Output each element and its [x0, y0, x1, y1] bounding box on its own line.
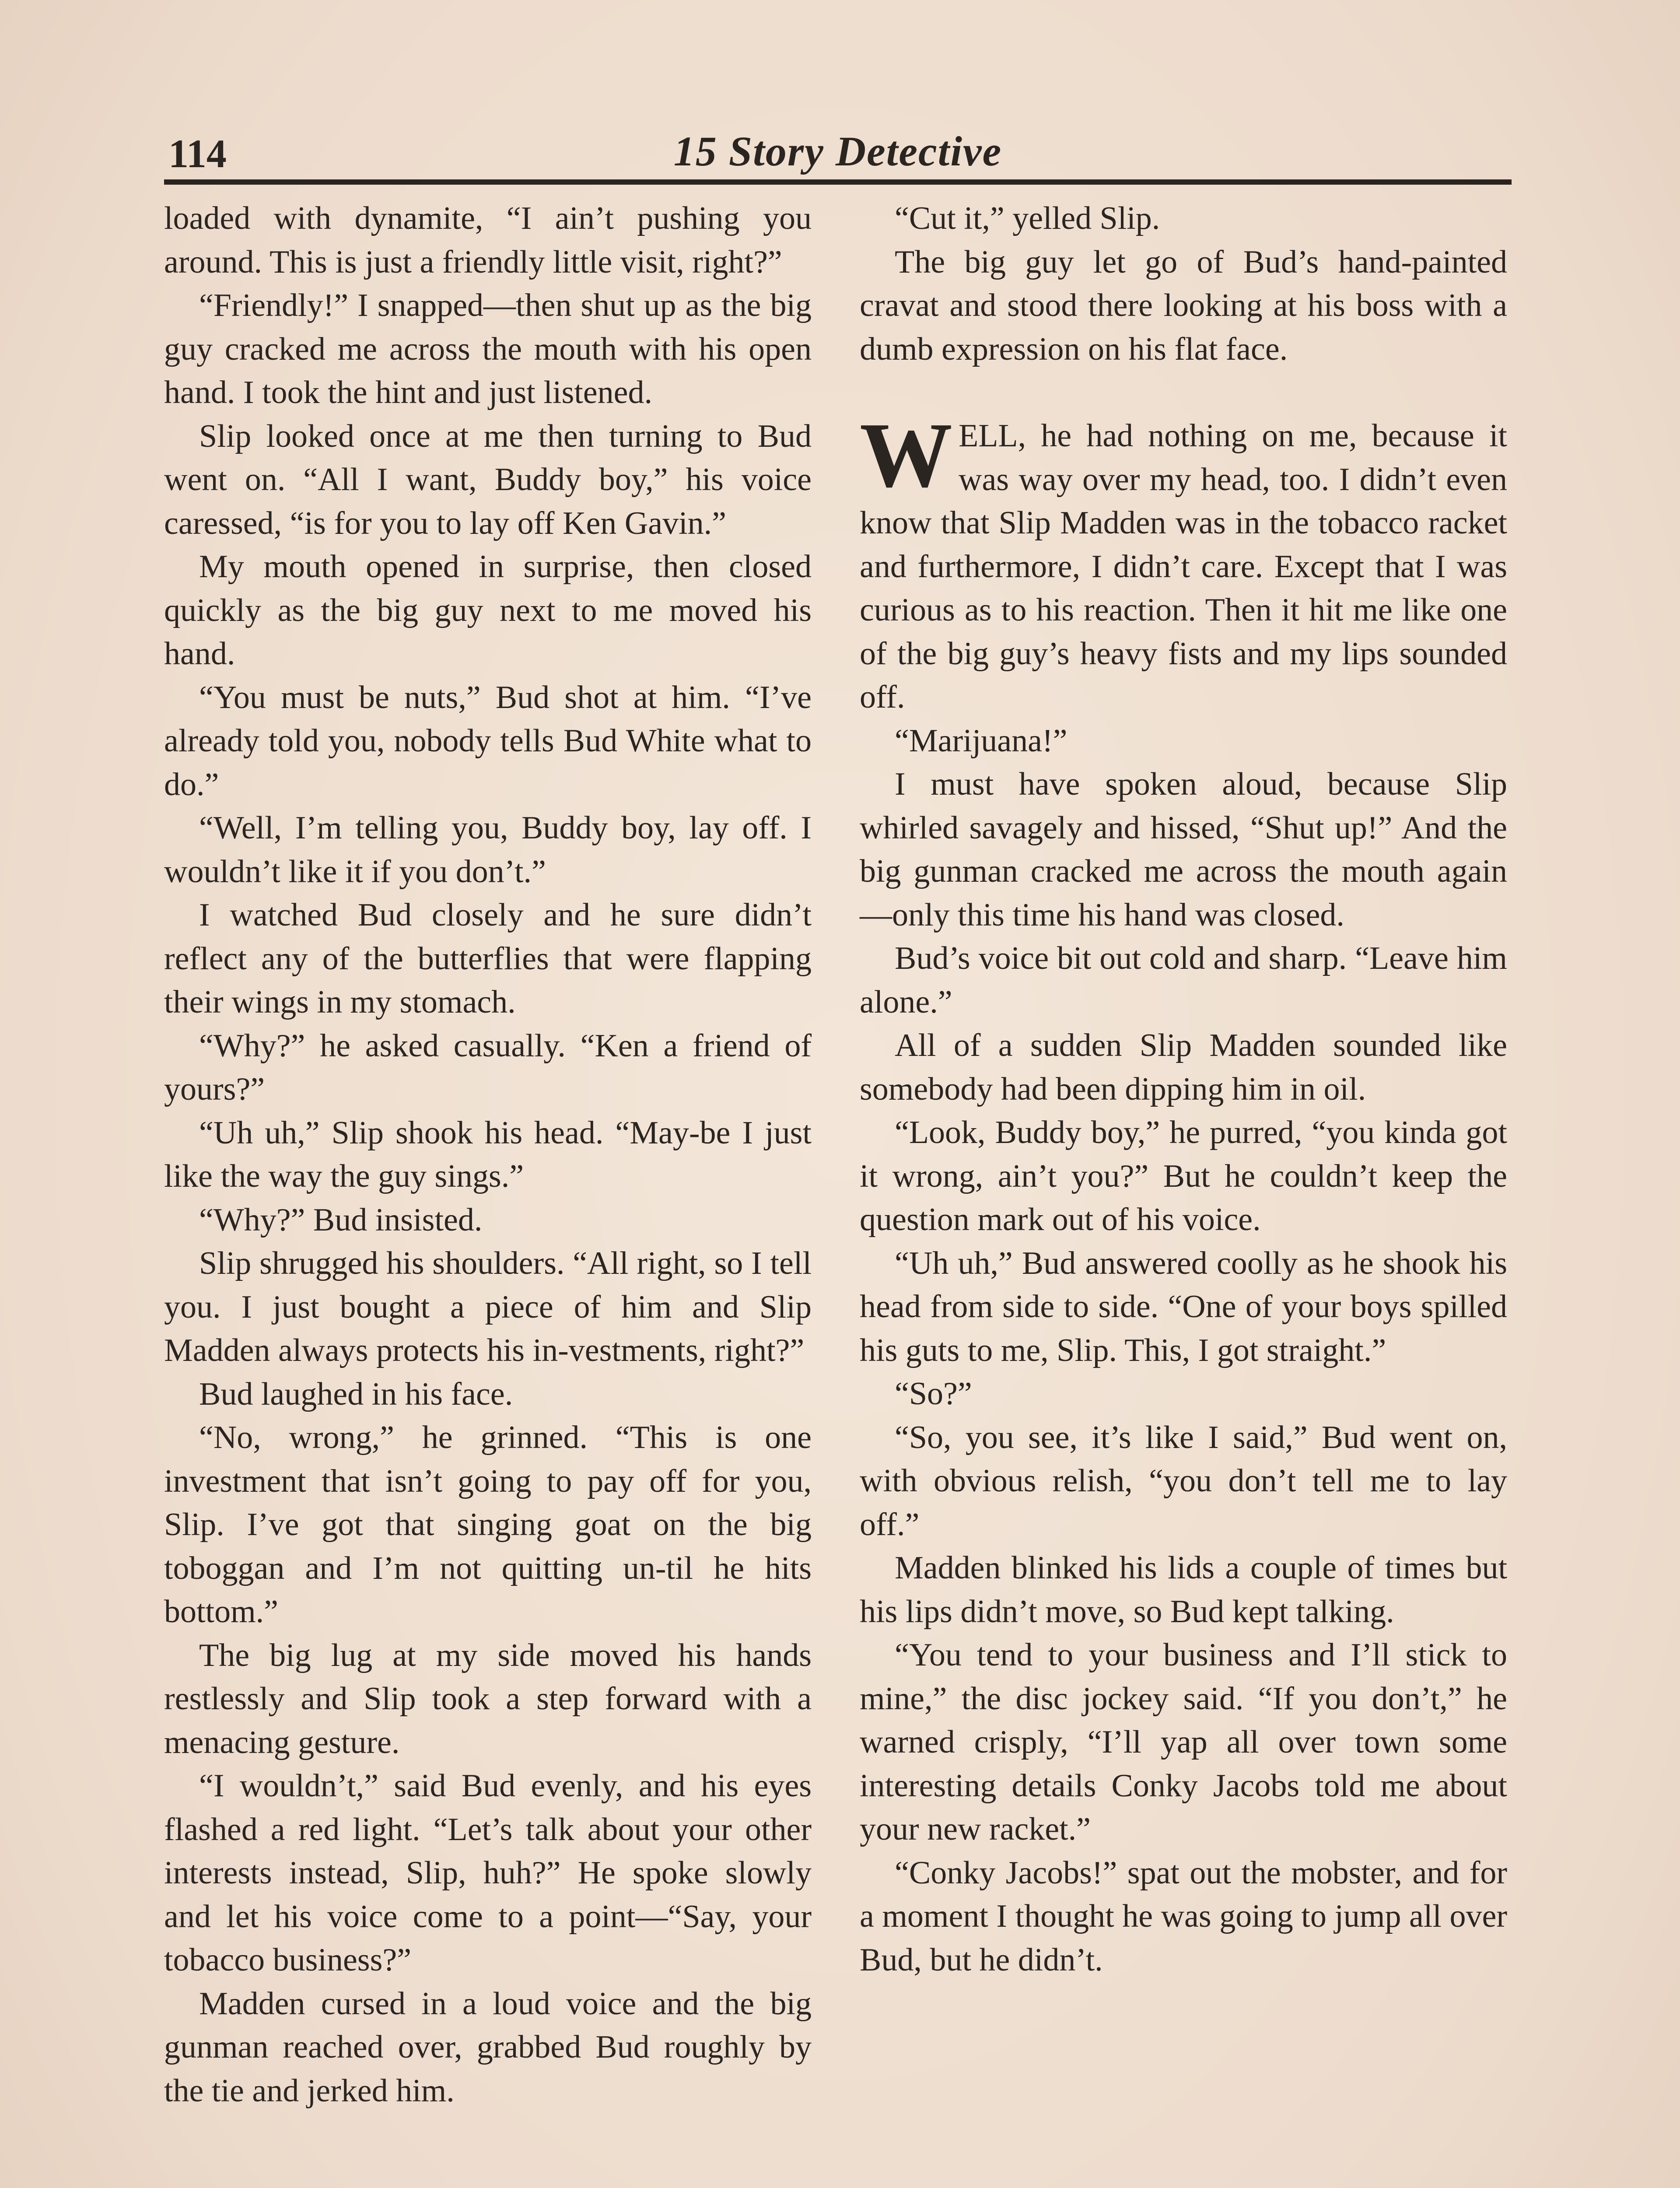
paragraph: All of a sudden Slip Madden sounded like somebody had been dipping him in oil. — [860, 1027, 1507, 1107]
paragraph: “You must be nuts,” Bud shot at him. “I’ve already told you, nobody tells Bud White what to do.” — [164, 679, 812, 803]
paragraph: “Marijuana!” — [895, 722, 1068, 759]
page-header — [164, 127, 1512, 185]
paragraph: “Uh uh,” Bud answered coolly as he shook his head from side to side. “One of your boys spilled his guts to me, Slip. This, I got straight.” — [860, 1245, 1507, 1368]
paragraph: “Cut it,” yelled Slip. — [895, 200, 1160, 236]
paragraph: “Friendly!” I snapped—then shut up as the big guy cracked me across the mouth with his open hand. I took the hint and just listened. — [164, 288, 812, 410]
drop-cap: W — [860, 403, 952, 506]
left-column — [164, 197, 812, 2113]
paragraph: My mouth opened in surprise, then closed quickly as the big guy next to me moved his hand. — [164, 549, 812, 672]
paragraph: The big lug at my side moved his hands restlessly and Slip took a step forward with a menacing gesture. — [164, 1637, 812, 1760]
paragraph: “Conky Jacobs!” spat out the mobster, and for a moment I thought he was going to jump all over Bud, but he didn’t. — [860, 1855, 1507, 1978]
paragraph: “So, you see, it’s like I said,” Bud went on, with obvious relish, “you don’t tell me to lay off.” — [860, 1419, 1507, 1543]
page-number: 114 — [168, 131, 227, 176]
paragraph: I watched Bud closely and he sure didn’t reflect any of the butterflies that were flapping their wings in my stomach. — [164, 897, 812, 1020]
paragraph: “I wouldn’t,” said Bud evenly, and his eyes flashed a red light. “Let’s talk about your other interests instead, Slip, huh?” He spoke slowly and let his voice come to a point—“Say, your tobacco business?” — [164, 1768, 812, 1978]
paragraph: “Why?” he asked casually. “Ken a friend of yours?” — [164, 1027, 812, 1107]
paragraph: The big guy let go of Bud’s hand-painted cravat and stood there looking at his boss with a dumb expression on his flat face. — [860, 244, 1507, 367]
paragraph: “You tend to your business and I’ll stick to mine,” the disc jockey said. “If you don’t,” he warned crisply, “I’ll yap all over town some interesting details Conky Jacobs told me about your new racket.” — [860, 1637, 1507, 1847]
paragraph: “Look, Buddy boy,” he purred, “you kinda got it wrong, ain’t you?” But he couldn’t keep the question mark out of his voice. — [860, 1115, 1507, 1238]
paragraph: “No, wrong,” he grinned. “This is one investment that isn’t going to pay off for you, Slip. I’ve got that singing goat on the big toboggan and I’m not quitting un-til he hits bottom.” — [164, 1420, 812, 1630]
paragraph: “Why?” Bud insisted. — [199, 1202, 483, 1238]
paragraph: Madden blinked his lids a couple of times but his lips didn’t move, so Bud kept talking. — [860, 1550, 1507, 1630]
paragraph: Slip shrugged his shoulders. “All right, so I tell you. I just bought a piece of him and Slip Madden always protects his in-vestments, right?” — [164, 1245, 812, 1368]
paragraph: I must have spoken aloud, because Slip whirled savagely and hissed, “Shut up!” And the big gunman cracked me across the mouth again—only this time his hand was closed. — [860, 766, 1507, 933]
paragraph: Slip looked once at me then turning to Bud went on. “All I want, Buddy boy,” his voice caressed, “is for you to lay off Ken Gavin.” — [164, 418, 812, 541]
section-opening-paragraph — [860, 403, 1507, 719]
running-title: 15 Story Detective — [673, 128, 1002, 175]
section-opening-text: ELL, he had nothing on me, because it was way over my head, too. I didn’t even know that Slip Madden was in the tobacco racket and furthermore, I didn’t care. Except that I was curious as to his reaction. Then it hit me like one of the big guy’s heavy fists and my lips sounded off. — [860, 418, 1507, 715]
right-column — [860, 197, 1507, 1982]
paragraph: loaded with dynamite, “I ain’t pushing you around. This is just a friendly little visit, right?” — [164, 200, 812, 280]
paragraph: Bud laughed in his face. — [199, 1376, 513, 1412]
paragraph: “So?” — [895, 1376, 972, 1412]
paragraph: Madden cursed in a loud voice and the big gunman reached over, grabbed Bud roughly by the tie and jerked him. — [164, 1985, 812, 2109]
paragraph: Bud’s voice bit out cold and sharp. “Leave him alone.” — [860, 940, 1507, 1020]
paragraph: “Uh uh,” Slip shook his head. “May-be I just like the way the guy sings.” — [164, 1115, 812, 1194]
paragraph: “Well, I’m telling you, Buddy boy, lay off. I wouldn’t like it if you don’t.” — [164, 810, 812, 890]
